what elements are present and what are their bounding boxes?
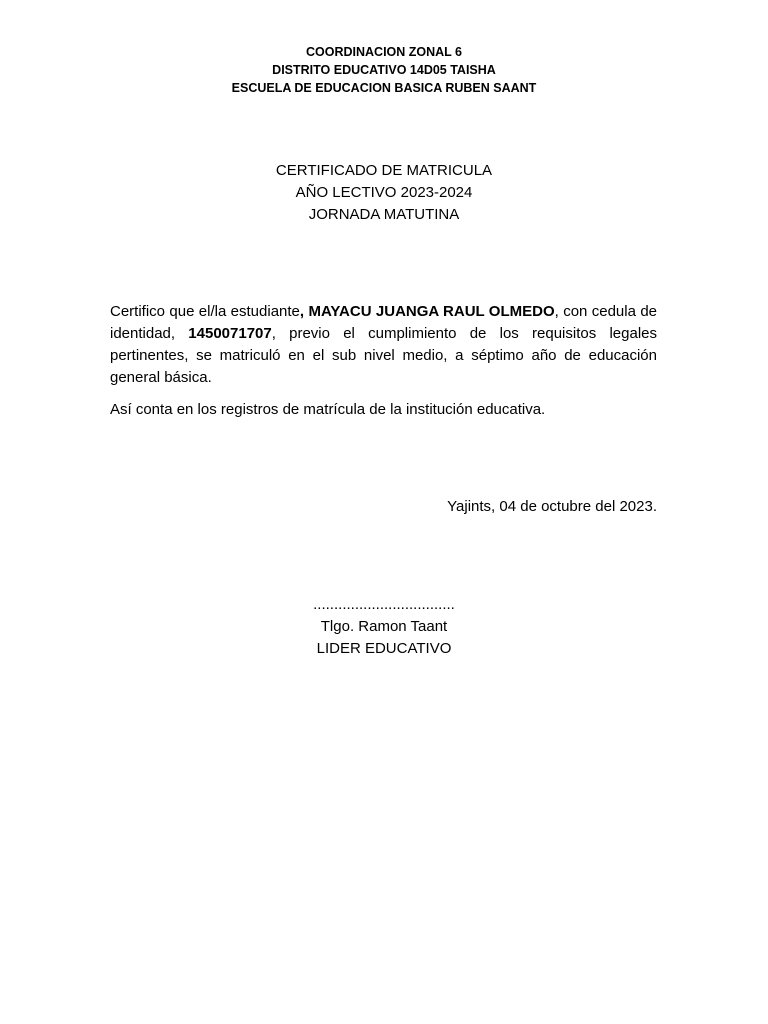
header-line-zone: COORDINACION ZONAL 6 <box>305 45 463 59</box>
signatory-name: Tlgo. Ramon Taant <box>320 618 448 635</box>
student-id-number: 1450071707 <box>188 325 272 342</box>
title-line-schedule: JORNADA MATUTINA <box>308 206 460 223</box>
certificate-body <box>110 301 657 421</box>
student-name: , MAYACU JUANGA RAUL OLMEDO <box>299 303 555 320</box>
paragraph-details: , previo el cumplimiento de los requisitos legales pertinentes, se matriculó en el sub nivel medio, a séptimo año de educación general básica. <box>110 325 657 386</box>
header-line-district: DISTRITO EDUCATIVO 14D05 TAISHA <box>272 63 496 77</box>
signature-block <box>0 594 768 660</box>
title-line-certificate: CERTIFICADO DE MATRICULA <box>275 162 493 179</box>
institution-header <box>0 43 768 97</box>
place-and-date: Yajints, 04 de octubre del 2023. <box>447 498 657 515</box>
header-line-school: ESCUELA DE EDUCACION BASICA RUBEN SAANT <box>231 81 537 95</box>
registry-paragraph: Así conta en los registros de matrícula de la institución educativa. <box>110 401 546 418</box>
signature-line: .................................. <box>313 596 455 613</box>
paragraph-id-intro: , con cedula de identidad, <box>110 303 658 342</box>
certificate-title <box>0 160 768 226</box>
signatory-role: LIDER EDUCATIVO <box>316 640 452 657</box>
paragraph-intro: Certifico que el/la estudiante <box>110 303 300 320</box>
certification-paragraph <box>110 301 657 389</box>
title-line-school-year: AÑO LECTIVO 2023-2024 <box>295 184 473 201</box>
